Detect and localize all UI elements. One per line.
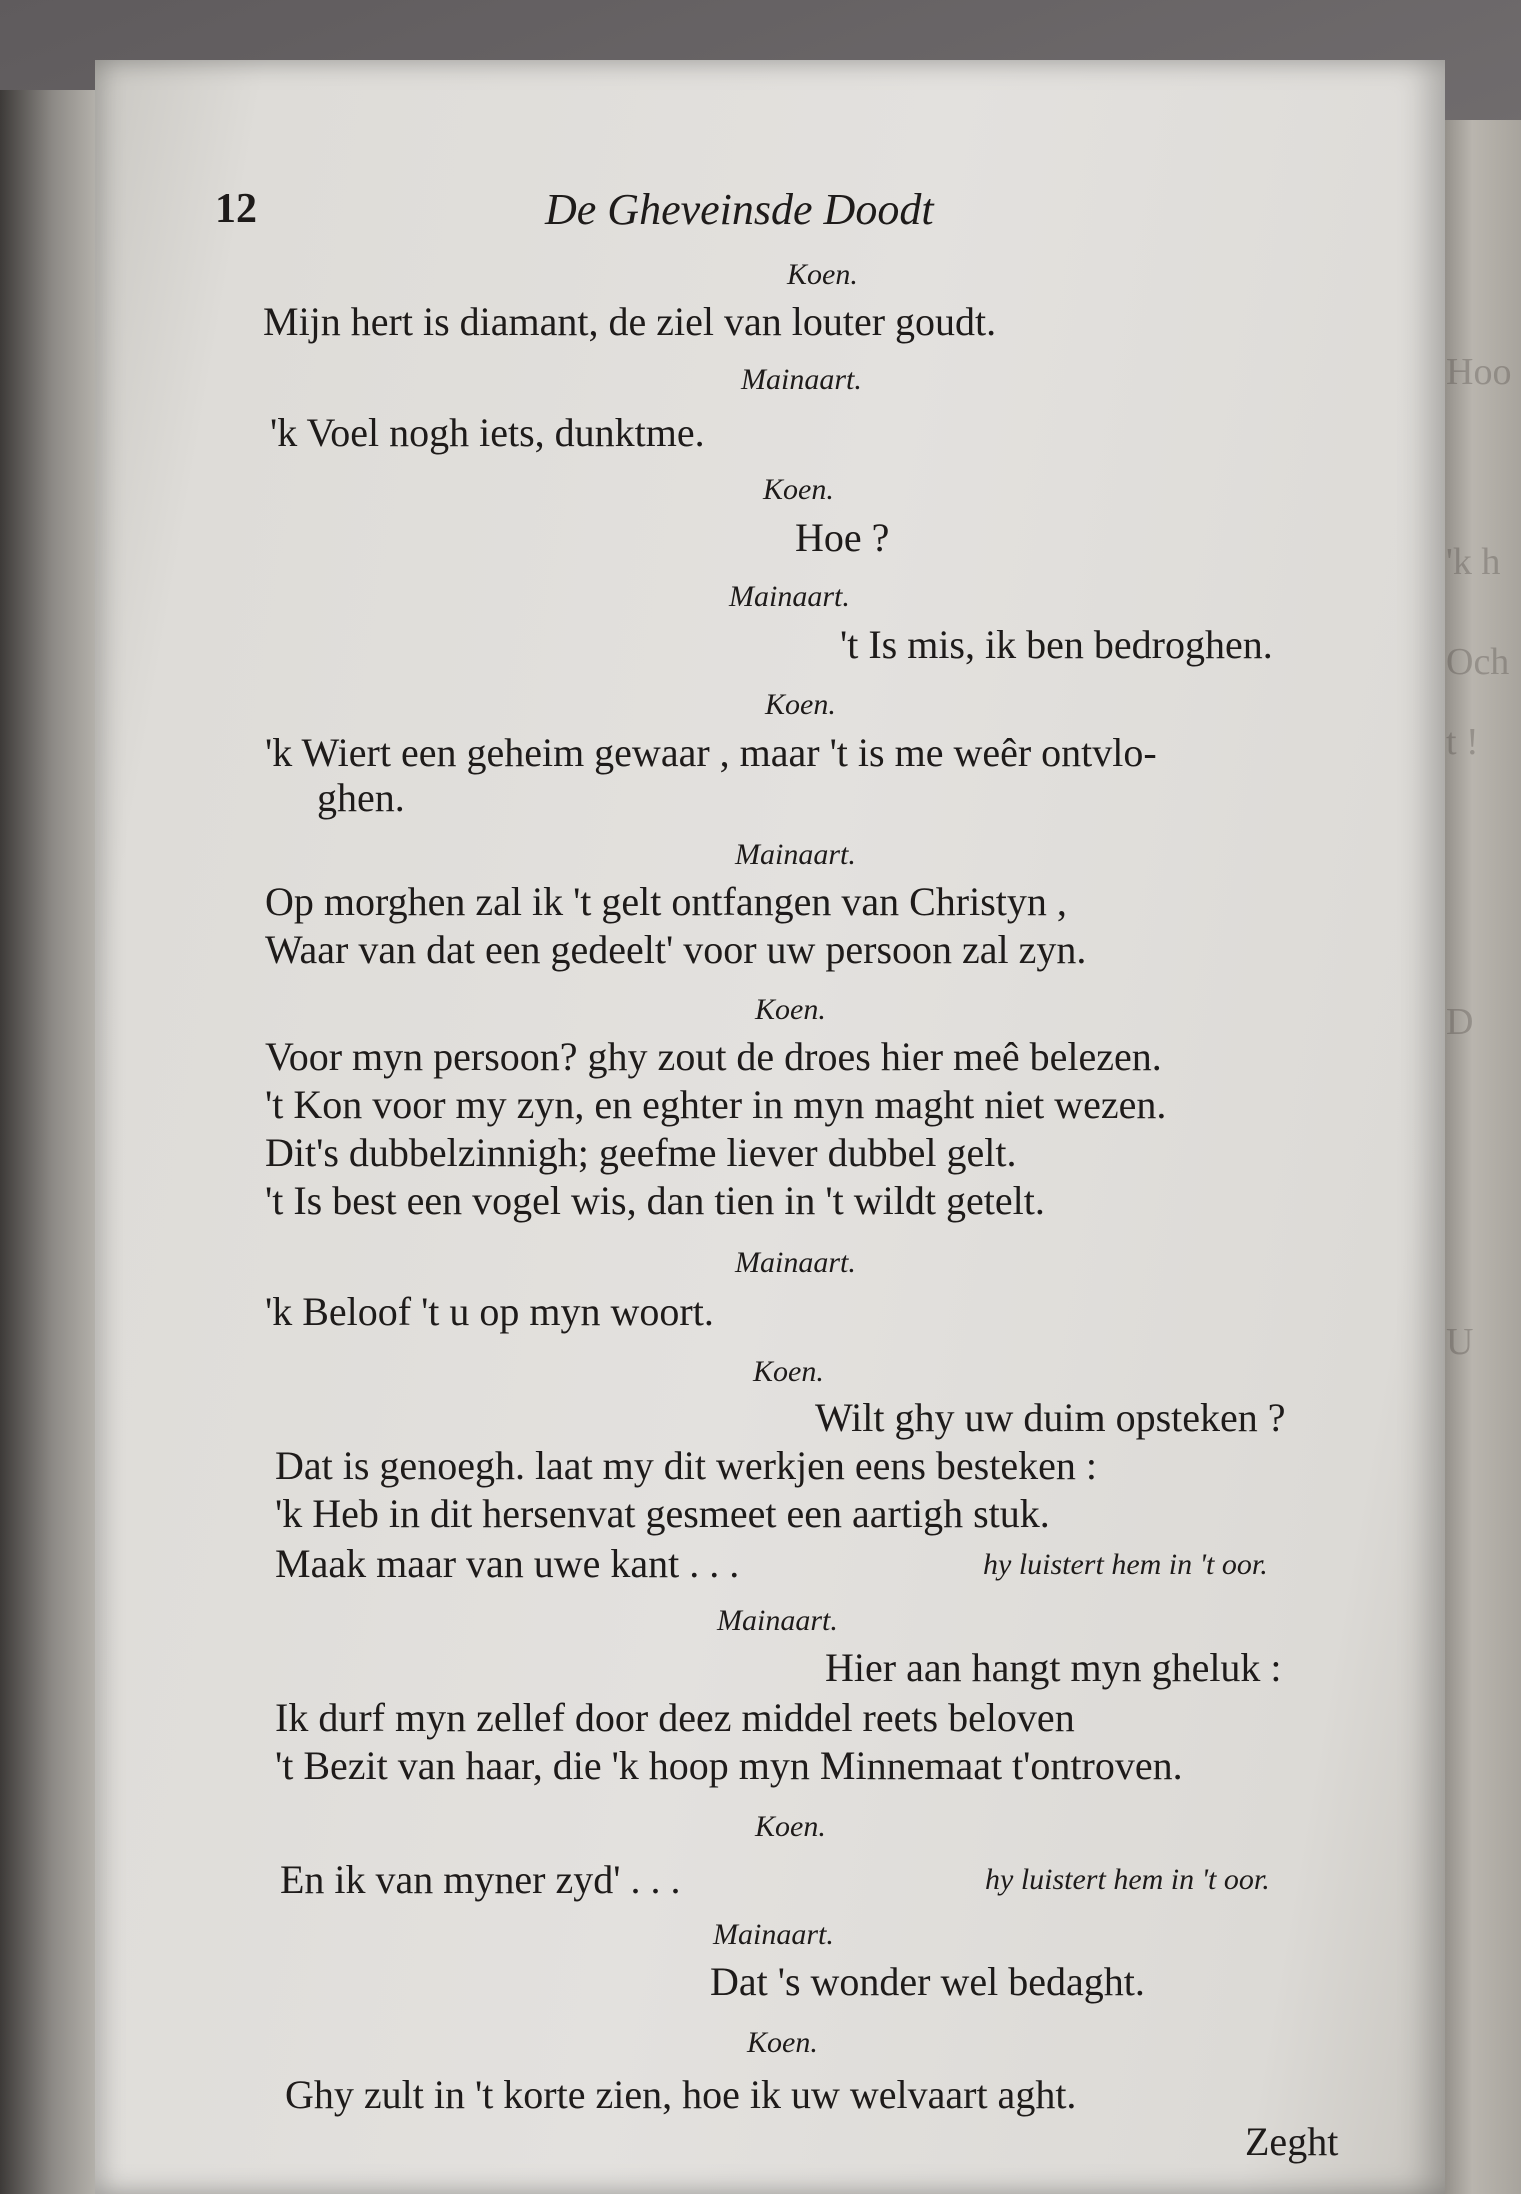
verse-line: Dat is genoegh. laat my dit werkjen eens besteken :	[275, 1443, 1097, 1488]
verse-line: 'k Voel nogh iets, dunktme.	[270, 410, 705, 455]
verse-line: Hier aan hangt myn gheluk :	[825, 1645, 1282, 1690]
speaker-label: Mainaart.	[729, 580, 850, 613]
speaker-label: Koen.	[747, 2026, 818, 2059]
speaker-label: Koen.	[753, 1355, 824, 1388]
verse-line: Mijn hert is diamant, de ziel van louter goudt.	[263, 299, 997, 344]
verse-line: 'k Beloof 't u op myn woort.	[265, 1289, 714, 1334]
verse-line: En ik van myner zyd' . . .	[280, 1857, 681, 1902]
speaker-label: Koen.	[765, 688, 836, 721]
verse-line: Wilt ghy uw duim opsteken ?	[815, 1395, 1286, 1440]
running-title: De Gheveinsde Doodt	[545, 185, 934, 234]
speaker-label: Mainaart.	[717, 1604, 838, 1637]
speaker-label: Koen.	[755, 1810, 826, 1843]
left-book-edge	[0, 90, 95, 2194]
speaker-label: Koen.	[755, 993, 826, 1026]
verse-line: 't Is best een vogel wis, dan tien in 't wildt getelt.	[265, 1178, 1045, 1223]
verse-line: 't Is mis, ik ben bedroghen.	[840, 622, 1273, 667]
verse-line: 'k Heb in dit hersenvat gesmeet een aartigh stuk.	[275, 1491, 1050, 1536]
stage-direction: hy luistert hem in 't oor.	[983, 1548, 1268, 1581]
verse-line: Voor myn persoon? ghy zout de droes hier meê belezen.	[265, 1034, 1162, 1079]
speaker-label: Koen.	[763, 473, 834, 506]
facing-page-strip: Hoo 'k h Och t ! D U	[1440, 120, 1521, 2194]
book-page	[95, 60, 1445, 2194]
speaker-label: Koen.	[787, 258, 858, 291]
page-number: 12	[215, 186, 257, 232]
stage-direction: hy luistert hem in 't oor.	[985, 1863, 1270, 1896]
verse-line: ghen.	[317, 775, 405, 820]
verse-line: Dit's dubbelzinnigh; geefme liever dubbel gelt.	[265, 1130, 1017, 1175]
catchword: Zeght	[1245, 2119, 1339, 2164]
verse-line: 't Kon voor my zyn, en eghter in myn maght niet wezen.	[265, 1082, 1167, 1127]
verse-line: Maak maar van uwe kant . . .	[275, 1541, 740, 1586]
verse-line: Waar van dat een gedeelt' voor uw persoon zal zyn.	[265, 927, 1087, 972]
verse-line: Dat 's wonder wel bedaght.	[710, 1959, 1145, 2004]
verse-line: Op morghen zal ik 't gelt ontfangen van Christyn ,	[265, 879, 1067, 924]
speaker-label: Mainaart.	[735, 838, 856, 871]
speaker-label: Mainaart.	[741, 363, 862, 396]
speaker-label: Mainaart.	[735, 1246, 856, 1279]
verse-line: Ghy zult in 't korte zien, hoe ik uw welvaart aght.	[285, 2072, 1077, 2117]
verse-line: Ik durf myn zellef door deez middel reets beloven	[275, 1695, 1075, 1740]
verse-line: 'k Wiert een geheim gewaar , maar 't is me weêr ontvlo-	[265, 730, 1157, 775]
speaker-label: Mainaart.	[713, 1918, 834, 1951]
verse-line: Hoe ?	[795, 515, 890, 560]
verse-line: 't Bezit van haar, die 'k hoop myn Minnemaat t'ontroven.	[275, 1743, 1183, 1788]
